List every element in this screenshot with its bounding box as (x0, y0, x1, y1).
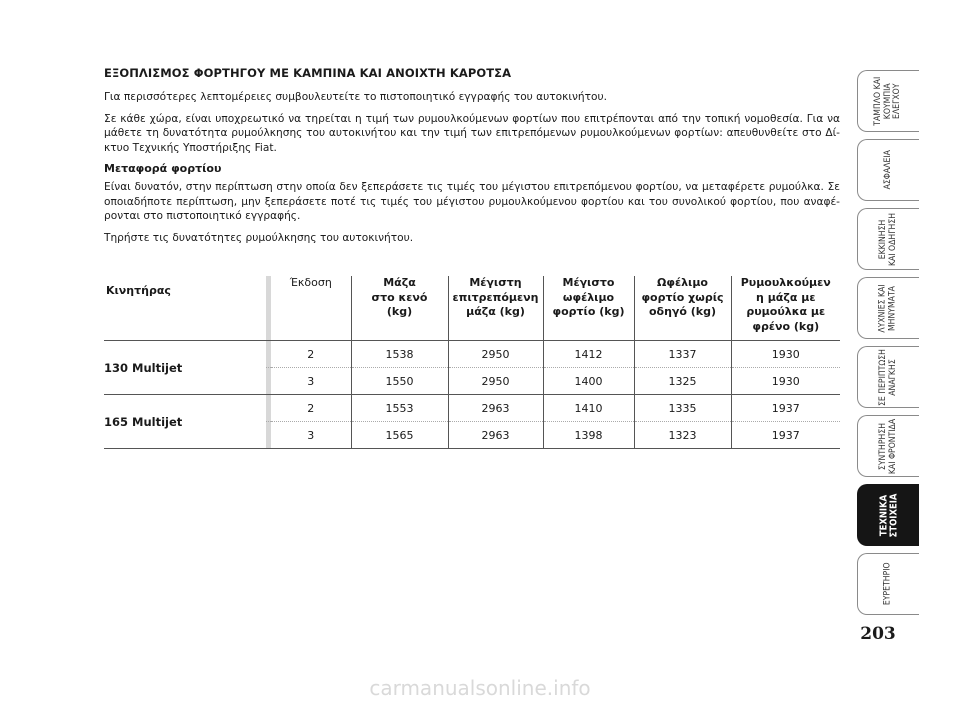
version-cell: 3 (271, 368, 351, 395)
watermark: carmanualsonline.info (369, 676, 591, 700)
engine-cell: 130 Multijet (104, 341, 266, 395)
header-kerb-mass: Μάζα στο κενό (kg) (351, 276, 448, 341)
table-row (104, 395, 840, 422)
subheading-load-transport: Μεταφορά φορτίου (104, 162, 222, 175)
header-gross-mass: Μέγιστη επιτρεπόμενη μάζα (kg) (448, 276, 543, 341)
page-number: 203 (860, 624, 896, 644)
paragraph-towing-law: Σε κάθε χώρα, είναι υποχρεωτικό να τηρείται η τιμή των ρυμουλκούμενων φορτίων που επιτρέπονται από την τοπική νομοθεσία. Για να μάθετε τη δυνατότητα ρυμούλκησης του αυτοκινήτου και την τιμή των επιτρεπόμενων ρυμουλκούμενων φορτίων: απευθυνθείτε στο Δί-κτυο Τεχνικής Υποστήριξης Fiat. (104, 112, 840, 154)
tab-index[interactable] (857, 553, 919, 615)
weights-table (104, 276, 840, 449)
version-cell: 3 (271, 422, 351, 449)
towable-cell: 1930 (731, 341, 840, 368)
tab-label: ΛΥΧΝΙΕΣ ΚΑΙ ΜΗΝΥΜΑΤΑ (877, 283, 898, 333)
kerb-cell: 1553 (351, 395, 448, 422)
payload-cell: 1410 (543, 395, 634, 422)
payload-no-driver-cell: 1335 (634, 395, 731, 422)
gross-cell: 2950 (448, 368, 543, 395)
tab-label: ΤΑΜΠΛΟ ΚΑΙ ΚΟΥΜΠΙΑ ΕΛΕΓΧΟΥ (873, 76, 903, 126)
kerb-cell: 1550 (351, 368, 448, 395)
manual-section (104, 66, 840, 252)
payload-no-driver-cell: 1337 (634, 341, 731, 368)
header-version: Έκδοση (271, 276, 351, 341)
tab-label: ΤΕΧΝΙΚΑ ΣΤΟΙΧΕΙΑ (877, 493, 899, 537)
tab-label: ΣΕ ΠΕΡΙΠΤΩΣΗ ΑΝΑΓΚΗΣ (877, 348, 898, 406)
paragraph-towing-capacity: Τηρήστε τις δυνατότητες ρυμούλκησης του αυτοκινήτου. (104, 231, 414, 244)
tab-safety[interactable] (857, 139, 919, 201)
tab-technical-data[interactable] (857, 484, 919, 546)
towable-cell: 1937 (731, 422, 840, 449)
tab-label: ΕΚΚΙΝΗΣΗ ΚΑΙ ΟΔΗΓΗΣΗ (877, 212, 898, 266)
tab-maintenance[interactable] (857, 415, 919, 477)
header-payload-no-driver: Ωφέλιμο φορτίο χωρίς οδηγό (kg) (634, 276, 731, 341)
engine-cell: 165 Multijet (104, 395, 266, 449)
tab-starting-driving[interactable] (857, 208, 919, 270)
gross-cell: 2963 (448, 395, 543, 422)
payload-no-driver-cell: 1323 (634, 422, 731, 449)
tab-label: ΣΥΝΤΗΡΗΣΗ ΚΑΙ ΦΡΟΝΤΙΔΑ (878, 418, 898, 474)
tab-label: ΕΥΡΕΤΗΡΙΟ (882, 562, 893, 606)
tab-label: ΑΣΦΑΛΕΙΑ (882, 150, 893, 190)
kerb-cell: 1565 (351, 422, 448, 449)
version-cell: 2 (271, 341, 351, 368)
towable-cell: 1930 (731, 368, 840, 395)
payload-cell: 1412 (543, 341, 634, 368)
header-max-payload: Μέγιστο ωφέλιμο φορτίο (kg) (543, 276, 634, 341)
gross-cell: 2950 (448, 341, 543, 368)
payload-cell: 1398 (543, 422, 634, 449)
payload-no-driver-cell: 1325 (634, 368, 731, 395)
table-header-row (104, 276, 840, 341)
tab-emergency[interactable] (857, 346, 919, 408)
table-row (104, 341, 840, 368)
kerb-cell: 1538 (351, 341, 448, 368)
paragraph-trailer: Είναι δυνατόν, στην περίπτωση στην οποία δεν ξεπεράσετε τις τιμές του μέγιστου επιτρεπόμενου φορτίου, να μεταφέρετε ρυμούλκα. Σε οποιαδήποτε περίπτωση, μην ξεπεράσετε ποτέ τις τιμές του μέγιστου ρυμουλκούμενου φορτίου και του συνολικού φορτίου, που αναφέ-ρονται στο πιστοποιητικό εγγραφής. (104, 181, 840, 222)
towable-cell: 1937 (731, 395, 840, 422)
tab-warning-lights[interactable] (857, 277, 919, 339)
gross-cell: 2963 (448, 422, 543, 449)
payload-cell: 1400 (543, 368, 634, 395)
paragraph-certificate: Για περισσότερες λεπτομέρειες συμβουλευτείτε το πιστοποιητικό εγγραφής του αυτοκινήτου. (104, 91, 607, 103)
tab-dashboard-controls[interactable] (857, 70, 919, 132)
header-engine: Κινητήρας (104, 276, 266, 341)
section-heading: ΕΞΟΠΛΙΣΜΟΣ ΦΟΡΤΗΓΟΥ ΜΕ ΚΑΜΠΙΝΑ ΚΑΙ ΑΝΟΙΧΤΗ ΚΑΡΟΤΣΑ (104, 66, 512, 80)
header-towable-mass: Ρυμουλκούμεν η μάζα με ρυμούλκα με φρένο (kg) (731, 276, 840, 341)
version-cell: 2 (271, 395, 351, 422)
